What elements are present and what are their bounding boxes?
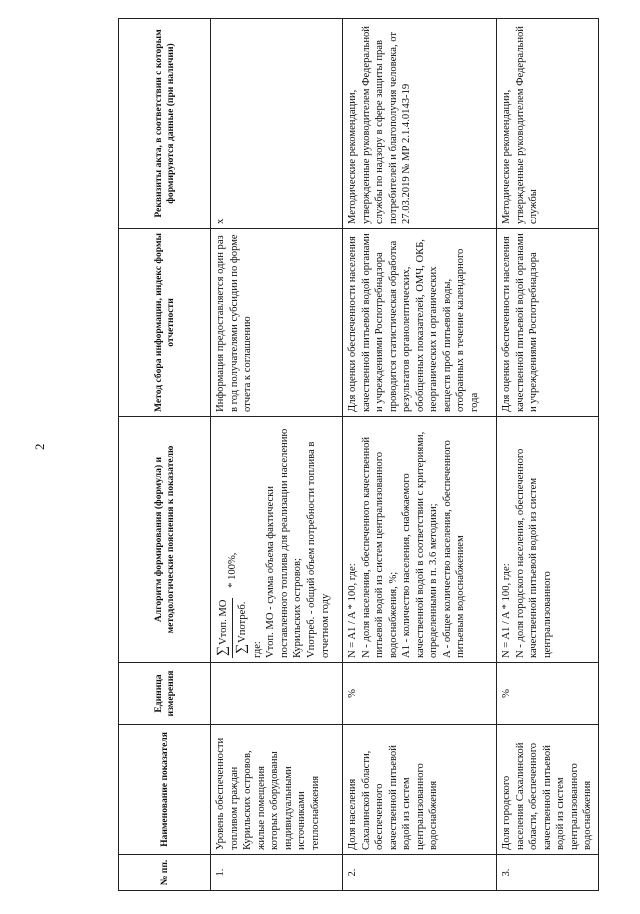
row-2-method: Для оценки обеспеченности населения качественной питьевой водой органами и учреждениями Роспотребнадзора проводится статистическая обработка результатов органолептических, обобщенных показателей, ОМЧ, ОКБ, неорганических и органических веществ проб питьевой воды, отобранных в течение календарного года (343, 229, 497, 417)
table-row (211, 19, 343, 891)
row-1-name: Уровень обеспеченности топливом граждан Курильских островов, жилые помещения которых оборудованы индивидуальными источниками теплоснабжения (211, 725, 343, 855)
row-2-algorithm (343, 417, 497, 663)
row-3-algorithm (497, 417, 599, 663)
header-name: Наименование показателя (119, 725, 211, 855)
row-3-unit: % (497, 663, 599, 725)
header-num: № пп. (119, 855, 211, 891)
row-2-unit: % (343, 663, 497, 725)
formula-denominator: Vпотреб. (236, 601, 248, 643)
row-1-method: Информация предоставляется один раз в год получателями субсидии по форме отчета к соглашению (211, 229, 343, 417)
row-3-requisites: Методические рекомендации, утвержденные руководителем Федеральной службы (497, 19, 599, 229)
header-requisites: Реквизиты акта, в соответствии с которым формируются данные (при наличии) (119, 19, 211, 229)
row-2-algorithm-line: A - общее количество населения, обеспеченного питьевым водоснабжением (441, 440, 467, 658)
row-3-num: 3. (497, 855, 599, 891)
row-1-requisites: х (211, 19, 343, 229)
rotated-page (118, 19, 597, 891)
row-1-algorithm (211, 417, 343, 663)
header-method: Метод сбора информации, индекс формы отчетности (119, 229, 211, 417)
row-2-algorithm-line: A1 - количество населения, снабжаемого качественной водой в соответствии с критериями, определенными в п. 3.6 методики; (401, 431, 440, 658)
header-algorithm: Алгоритм формирования (формула) и методологические пояснения к показателю (119, 417, 211, 663)
row-2-algorithm-line: N = A1 / A * 100, где: (347, 563, 358, 658)
header-unit: Единица измерения (119, 663, 211, 725)
row-1-formula (214, 421, 251, 658)
row-3-algorithm-line: N = A1 / A * 100, где: (501, 563, 512, 658)
row-2-name: Доля населения Сахалинской области, обеспеченного качественной питьевой водой из систем централизованного водоснабжения (343, 725, 497, 855)
row-3-method: Для оценки обеспеченности населения качественной питьевой водой органами и учреждениями Роспотребнадзора (497, 229, 599, 417)
table-row (497, 19, 599, 891)
table-row (343, 19, 497, 891)
row-2-requisites: Методические рекомендации, утвержденные руководителем Федеральной службы по надзору в сфере защиты прав потребителей и благополучия человека, от 27.03.2019 № МР 2.1.4.0143-19 (343, 19, 497, 229)
page-number: 2 (32, 443, 47, 450)
row-1-algorithm-line: где: (251, 641, 263, 658)
row-3-algorithm-line: N - доля городского населения, обеспеченного качественной питьевой водой из систем централизованного (514, 448, 553, 658)
row-3-name: Доля городского населения Сахалинской области, обеспеченного качественной питьевой водой из систем централизованного водоснабжения (497, 725, 599, 855)
formula-multiplier: * 100%, (226, 552, 238, 588)
table-header-row (119, 19, 211, 891)
row-1-algorithm-line: Vтоп. МО - сумма объема фактически поставленного топлива для реализации населению Курильских островов; (265, 428, 304, 658)
formula-numerator: Vтоп. МО (218, 599, 229, 646)
row-2-num: 2. (343, 855, 497, 891)
row-1-algorithm-line: Vпотреб. - общий объем потребности топлива в отчетном году (306, 441, 331, 658)
row-2-algorithm-line: N - доля населения, обеспеченного качественной питьевой водой из систем централизованного водоснабжения, %; (360, 436, 399, 658)
formula-fraction: ∑Vтоп. МО ∑Vпотреб. (215, 599, 249, 656)
indicator-table (118, 18, 599, 891)
row-1-num: 1. (211, 855, 343, 891)
row-1-unit (211, 663, 343, 725)
